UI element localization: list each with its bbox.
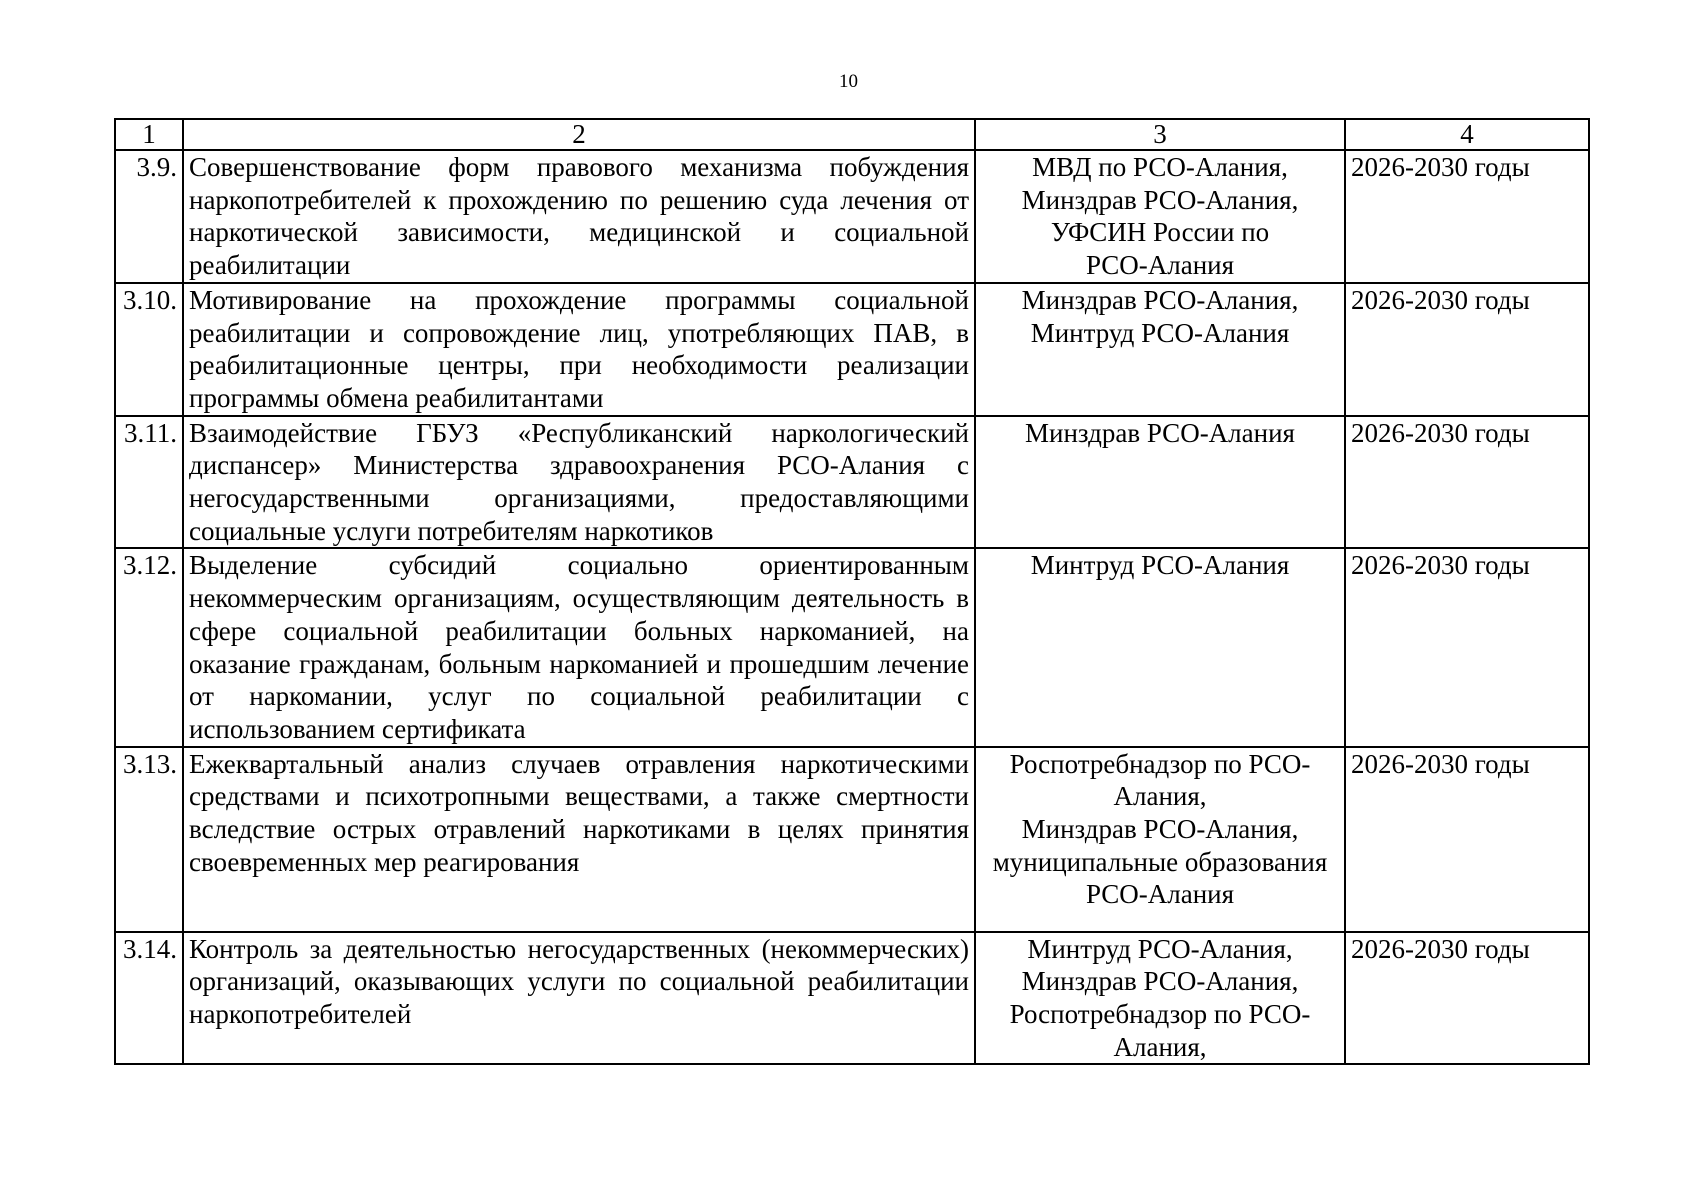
- column-header-1: 1: [115, 119, 183, 150]
- responsible-line: МВД по РСО-Алания,: [1032, 152, 1288, 182]
- responsible-line: муниципальные образования: [992, 846, 1328, 877]
- responsible-line: УФСИН России по: [1050, 217, 1270, 248]
- execution-term: 2026-2030 годы: [1345, 932, 1589, 1065]
- responsible-line: Минздрав РСО-Алания,: [1021, 184, 1299, 215]
- measure-description: Ежеквартальный анализ случаев отравления наркотическими средствами и психотропными веществами, а также смертности вследствие острых отравлений наркотиками в целях принятия своевременных мер реагирования: [183, 747, 975, 932]
- execution-term: 2026-2030 годы: [1345, 283, 1589, 416]
- table-row: [115, 416, 1589, 549]
- row-number: 3.13.: [115, 747, 183, 932]
- responsible-line: Минздрав РСО-Алания,: [1021, 966, 1299, 997]
- measure-description: Совершенствование форм правового механизма побуждения наркопотребителей к прохождению по решению суда лечения от наркотической зависимости, медицинской и социальной реабилитации: [183, 150, 975, 283]
- responsible-executors: [975, 150, 1345, 283]
- column-header-3: 3: [975, 119, 1345, 150]
- responsible-line: Минтруд РСО-Алания: [1030, 550, 1290, 581]
- responsible-line: Минздрав РСО-Алания,: [1021, 814, 1299, 845]
- responsible-line: Минздрав РСО-Алания: [1025, 417, 1295, 448]
- column-header-2: 2: [183, 119, 975, 150]
- responsible-line: Минтруд РСО-Алания,: [1027, 933, 1293, 964]
- measure-description: Взаимодействие ГБУЗ «Республиканский наркологический диспансер» Министерства здравоохранения РСО-Алания с негосударственными организациями, предоставляющими социальные услуги потребителям наркотиков: [183, 416, 975, 549]
- execution-term: 2026-2030 годы: [1345, 150, 1589, 283]
- responsible-line: РСО-Алания: [1085, 250, 1235, 281]
- execution-term: 2026-2030 годы: [1345, 416, 1589, 549]
- row-number: 3.14.: [115, 932, 183, 1065]
- row-number: 3.11.: [115, 416, 183, 549]
- responsible-executors: [975, 416, 1345, 549]
- page-number: 10: [839, 71, 858, 92]
- execution-term: 2026-2030 годы: [1345, 747, 1589, 932]
- measure-description: Выделение субсидий социально ориентированным некоммерческим организациям, осуществляющим деятельность в сфере социальной реабилитации больных наркоманией, на оказание гражданам, больным наркоманией и прошедшим лечение от наркомании, услуг по социальной реабилитации с использованием сертификата: [183, 548, 975, 746]
- responsible-line: Роспотребнадзор по РСО-Алания,: [1009, 748, 1311, 812]
- row-number: 3.9.: [115, 150, 183, 283]
- responsible-line: Минтруд РСО-Алания: [1030, 317, 1290, 348]
- responsible-executors: [975, 932, 1345, 1065]
- responsible-executors: [975, 283, 1345, 416]
- responsible-line: Минздрав РСО-Алания,: [1021, 284, 1299, 315]
- measure-description: Контроль за деятельностью негосударственных (некоммерческих) организаций, оказывающих услуги по социальной реабилитации наркопотребителей: [183, 932, 975, 1065]
- table-row: [115, 932, 1589, 1065]
- table-row: [115, 283, 1589, 416]
- responsible-executors: [975, 747, 1345, 932]
- column-header-4: 4: [1345, 119, 1589, 150]
- table-row: [115, 747, 1589, 932]
- table-row: [115, 548, 1589, 746]
- execution-term: 2026-2030 годы: [1345, 548, 1589, 746]
- table-header-row: [115, 119, 1589, 150]
- measure-description: Мотивирование на прохождение программы социальной реабилитации и сопровождение лиц, употребляющих ПАВ, в реабилитационные центры, при необходимости реализации программы обмена реабилитантами: [183, 283, 975, 416]
- measures-table: [114, 118, 1590, 1065]
- responsible-line: РСО-Алания: [1085, 879, 1235, 910]
- table-row: [115, 150, 1589, 283]
- row-number: 3.10.: [115, 283, 183, 416]
- row-number: 3.12.: [115, 548, 183, 746]
- responsible-executors: [975, 548, 1345, 746]
- responsible-line: Роспотребнадзор по РСО-Алания,: [1009, 999, 1311, 1062]
